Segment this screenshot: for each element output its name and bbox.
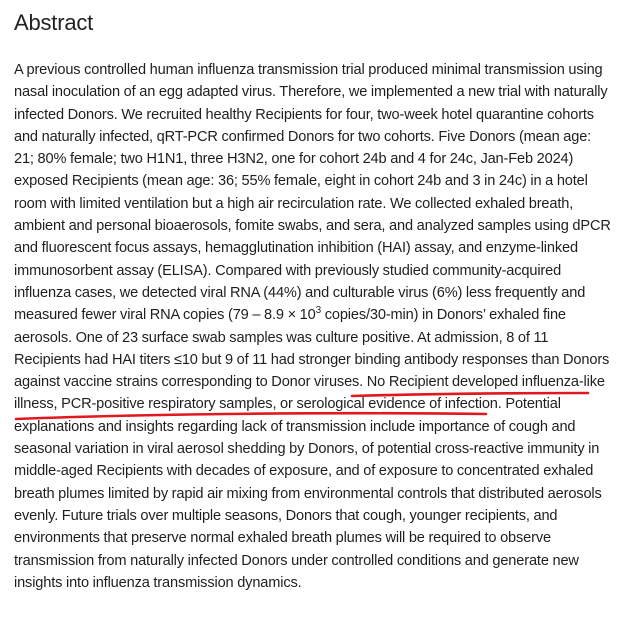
abstract-text-part-2: copies/30-min) in Donors’ exhaled fine aerosols. One of 23 surface swab samples was culture positive. At admission, 8 of 11 Recipients had HAI titers ≤10 but 9 of 11 had stronger binding antibody responses than Donors against vaccine strains corresponding to Donor viruses. (14, 307, 610, 391)
exponent: 3 (315, 305, 321, 317)
abstract-body (14, 59, 614, 594)
abstract-text-part-1: A previous controlled human influenza transmission trial produced minimal transmission using nasal inoculation of an egg adapted virus. Therefore, we implemented a new trial with naturally infected Donors. We recruited healthy Recipients for four, two-week hotel quarantine cohorts and naturally infected, qRT-PCR confirmed Donors for two cohorts. Five Donors (mean age: 21; 80% female; two H1N1, three H3N2, one for cohort 24b and 4 for 24c, Jan-Feb 2024) exposed Recipients (mean age: 36; 55% female, eight in cohort 24b and 3 in 24c) in a hotel room with limited ventilation but a high air recirculation rate. We collected exhaled breath, ambient and personal bioaerosols, fomite swabs, and sera, and analyzed samples using dPCR and fluorescent focus assays, hemagglutination inhibition (HAI) assay, and enzyme-linked immunosorbent assay (ELISA). Compared with previously studied community-acquired influenza cases, we detected viral RNA (44%) and culturable virus (6%) less frequently and measured fewer viral RNA copies (79 – 8.9 × 10 (14, 62, 611, 324)
abstract-text-part-3: Potential explanations and insights regarding lack of transmission include importance of cough and seasonal variation in viral aerosol shedding by Donors, of potential cross-reactive immunity in middle-aged Recipients with decades of exposure, and of exposure to concentrated exhaled breath plumes limited by rapid air mixing from environmental controls that distributed aerosols evenly. Future trials over multiple seasons, Donors that cough, younger recipients, and environments that preserve normal exhaled breath plumes will be required to observe transmission from naturally infected Donors under controlled conditions and generate new insights into influenza transmission dynamics. (14, 396, 602, 591)
section-heading: Abstract (14, 10, 94, 35)
highlighted-finding: No Recipient developed influenza-like illness, PCR-positive respiratory samples, or serological evidence of infection. (14, 374, 605, 413)
